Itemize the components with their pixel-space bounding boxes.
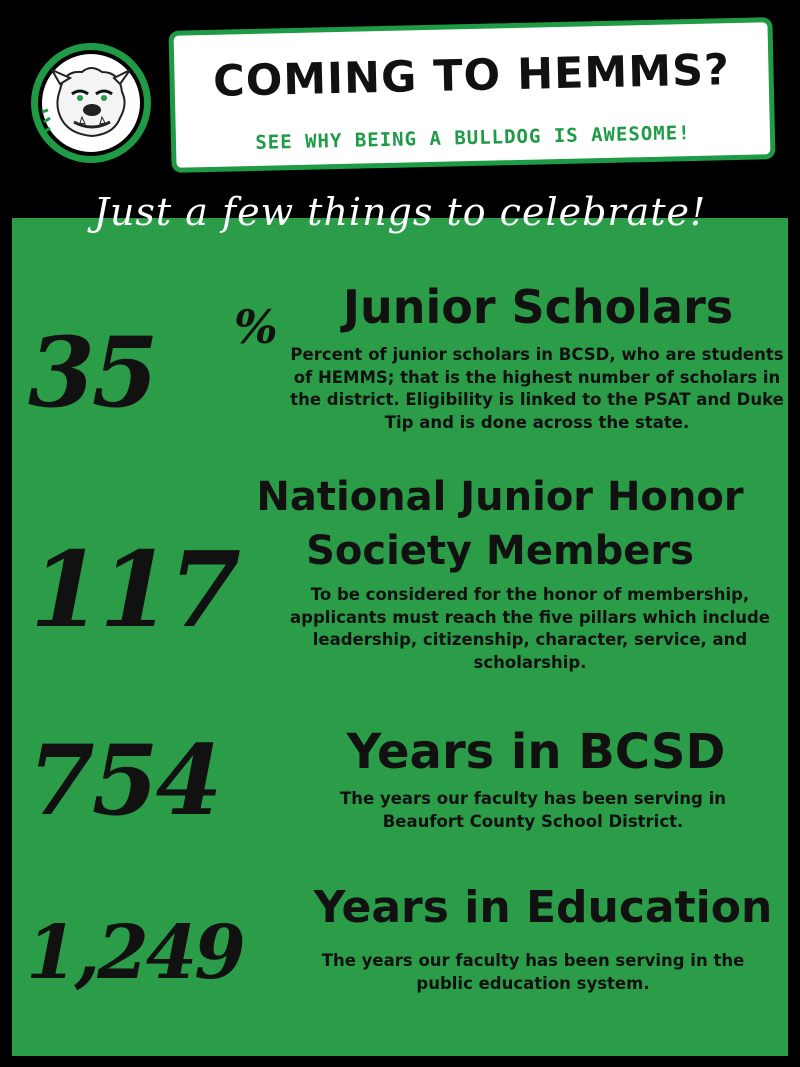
stat-description-years-bcsd: The years our faculty has been serving in Beaufort County School District. xyxy=(340,789,726,831)
stat-title-junior-scholars: Junior Scholars xyxy=(342,280,734,334)
stat-description-years-education: The years our faculty has been serving in the public education system. xyxy=(321,951,745,993)
stat-title-years-education: Years in Education xyxy=(313,882,773,933)
page-subtitle: SEE WHY BEING A BULLDOG IS AWESOME! xyxy=(255,122,691,154)
script-heading: Just a few things to celebrate! xyxy=(93,190,707,234)
stat-description-njhs: To be considered for the honor of membership, applicants must reach the five pillars which include leadership, citizenship, character, service, and scholarship. xyxy=(290,585,770,672)
stat-number-years-education: 1,249 xyxy=(26,910,243,996)
stat-title-years-bcsd: Years in BCSD xyxy=(346,724,726,780)
stat-number-years-bcsd: 754 xyxy=(28,724,220,837)
stat-number-junior-scholars: 35 xyxy=(28,316,156,429)
page-title: COMING TO HEMMS? xyxy=(212,45,731,107)
stat-number-njhs: 117 xyxy=(30,528,239,651)
stat-description-junior-scholars: Percent of junior scholars in BCSD, who are students of HEMMS; that is the highest number of scholars in the district. Eligibility is linked to the PSAT and Duke Tip and is done across the state. xyxy=(290,345,784,432)
bulldog-mascot-icon xyxy=(30,42,152,164)
stat-percent-sign: % xyxy=(234,300,275,354)
header-banner xyxy=(168,17,775,173)
stat-title-njhs: National Junior Honor Society Members xyxy=(256,474,744,574)
